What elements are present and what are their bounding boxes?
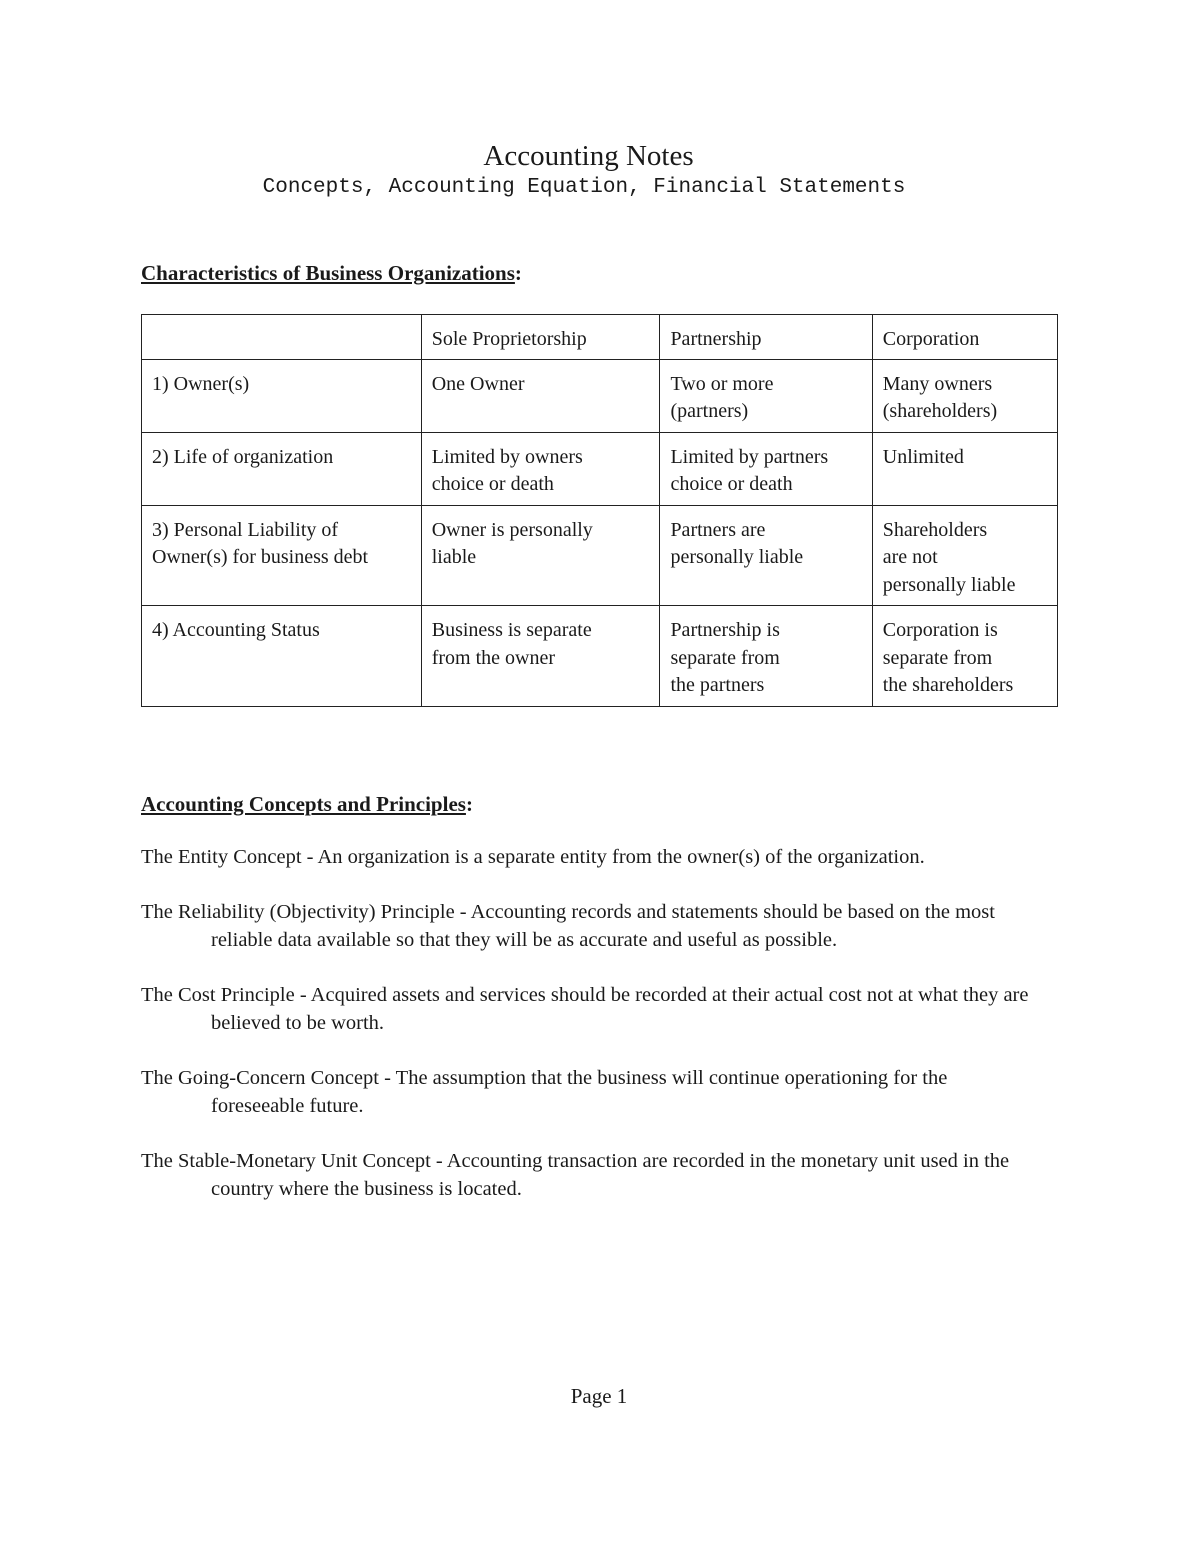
table-header-row: [142, 315, 1058, 360]
table-cell: Limited by partners choice or death: [660, 432, 872, 505]
table-header-cell: Corporation: [872, 315, 1057, 360]
concept-stable-monetary-unit: The Stable-Monetary Unit Concept - Accounting transaction are recorded in the monetary unit used in the country where the business is located.: [141, 1149, 1010, 1200]
table-cell: Many owners (shareholders): [872, 359, 1057, 432]
page-subtitle: Concepts, Accounting Equation, Financial Statements: [262, 176, 906, 199]
table-cell: Limited by owners choice or death: [421, 432, 660, 505]
page-title: Accounting Notes: [483, 140, 694, 172]
concept-reliability: The Reliability (Objectivity) Principle - Accounting records and statements should be based on the most reliable data available so that they will be as accurate and useful as possible.: [141, 900, 995, 951]
table-cell: Partnership is separate from the partners: [660, 606, 872, 707]
section-heading-concepts: [141, 791, 473, 817]
table-cell: Corporation is separate from the shareholders: [872, 606, 1057, 707]
table-cell: One Owner: [421, 359, 660, 432]
section-heading-characteristics: [141, 260, 522, 286]
table-row: [142, 359, 1058, 432]
section-heading-colon: :: [465, 792, 473, 816]
table-header-cell: Partnership: [660, 315, 872, 360]
section-heading-text: Characteristics of Business Organizations: [141, 261, 515, 285]
table-header-cell: Sole Proprietorship: [421, 315, 660, 360]
page-number: Page 1: [570, 1384, 628, 1408]
table-header-cell: [142, 315, 422, 360]
table-cell: 2) Life of organization: [142, 432, 422, 505]
section-heading-text: Accounting Concepts and Principles: [141, 792, 466, 816]
table-row: [142, 606, 1058, 707]
table-cell: 4) Accounting Status: [142, 606, 422, 707]
table-cell: 1) Owner(s): [142, 359, 422, 432]
table-row: [142, 432, 1058, 505]
table-cell: Business is separate from the owner: [421, 606, 660, 707]
table-cell: Shareholders are not personally liable: [872, 505, 1057, 606]
business-organizations-table: [141, 314, 1058, 707]
table-cell: Owner is personally liable: [421, 505, 660, 606]
concept-entity: The Entity Concept - An organization is a separate entity from the owner(s) of the organization.: [141, 846, 925, 868]
section-heading-colon: :: [514, 261, 522, 285]
table-cell: Unlimited: [872, 432, 1057, 505]
concepts-list: [141, 843, 1041, 1230]
table-row: [142, 505, 1058, 606]
concept-cost: The Cost Principle - Acquired assets and services should be recorded at their actual cost not at what they are believed to be worth.: [141, 983, 1029, 1034]
concept-going-concern: The Going-Concern Concept - The assumption that the business will continue operationing for the foreseeable future.: [141, 1066, 948, 1117]
table-cell: Two or more (partners): [660, 359, 872, 432]
table-cell: Partners are personally liable: [660, 505, 872, 606]
table-cell: 3) Personal Liability of Owner(s) for business debt: [142, 505, 422, 606]
